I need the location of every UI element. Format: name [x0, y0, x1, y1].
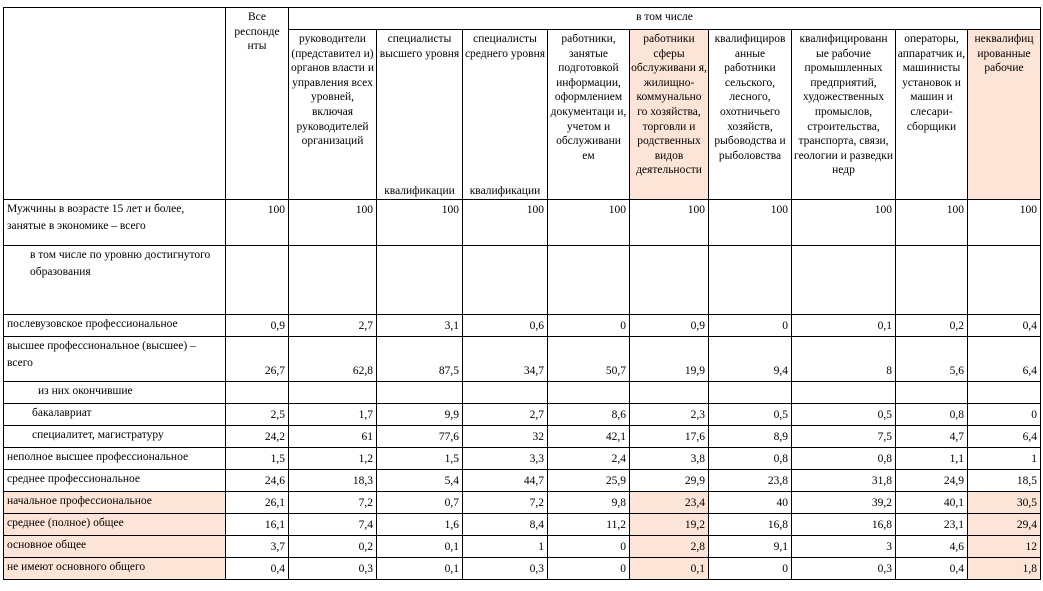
table-cell: 2,8 — [630, 536, 709, 558]
table-cell: 32 — [463, 426, 548, 448]
table-cell: 7,5 — [792, 426, 896, 448]
table-cell: 100 — [968, 200, 1041, 246]
table-cell: 4,7 — [896, 426, 968, 448]
table-row — [4, 470, 1041, 492]
table-row — [4, 337, 1041, 382]
table-cell: 11,2 — [548, 514, 630, 536]
row-label: в том числе по уровню достигнутого образования — [4, 246, 226, 315]
table-cell: 7,4 — [289, 514, 377, 536]
table-cell: 0,1 — [792, 315, 896, 337]
table-cell: 30,5 — [968, 492, 1041, 514]
table-cell: 16,1 — [226, 514, 289, 536]
table-cell: 0,9 — [630, 315, 709, 337]
header-col-mid-specialists-suffix: квалификации — [463, 180, 548, 200]
table-cell: 23,4 — [630, 492, 709, 514]
table-cell: 40,1 — [896, 492, 968, 514]
table-cell: 1 — [968, 448, 1041, 470]
table-cell: 7,2 — [463, 492, 548, 514]
table-cell: 12 — [968, 536, 1041, 558]
table-cell: 29,4 — [968, 514, 1041, 536]
table-cell: 100 — [896, 200, 968, 246]
table-cell: 9,8 — [548, 492, 630, 514]
table-cell: 9,9 — [377, 404, 463, 426]
table-row — [4, 426, 1041, 448]
table-cell: 0,3 — [463, 558, 548, 580]
table-cell: 0 — [548, 315, 630, 337]
row-label: послевузовское профессиональное — [4, 315, 226, 337]
table-cell: 0,1 — [377, 558, 463, 580]
header-col-unskilled: неквалифиц ированные рабочие — [968, 30, 1041, 200]
table-cell: 1,5 — [226, 448, 289, 470]
header-all-respondents: Все респонде нты — [226, 8, 289, 200]
row-label: специалитет, магистратуру — [4, 426, 226, 448]
table-cell — [792, 382, 896, 404]
table-cell: 0 — [709, 315, 792, 337]
table-cell — [289, 246, 377, 315]
table-cell: 87,5 — [377, 337, 463, 382]
table-cell: 61 — [289, 426, 377, 448]
table-cell: 3,8 — [630, 448, 709, 470]
table-cell: 0,1 — [377, 536, 463, 558]
table-cell: 0,9 — [226, 315, 289, 337]
table-cell: 42,1 — [548, 426, 630, 448]
row-label: не имеют основного общего — [4, 558, 226, 580]
table-cell: 3,1 — [377, 315, 463, 337]
row-label: основное общее — [4, 536, 226, 558]
table-cell: 23,8 — [709, 470, 792, 492]
table-cell: 4,6 — [896, 536, 968, 558]
table-cell: 0,3 — [792, 558, 896, 580]
row-label: среднее профессиональное — [4, 470, 226, 492]
table-cell — [896, 382, 968, 404]
table-cell: 1,6 — [377, 514, 463, 536]
table-cell: 2,7 — [289, 315, 377, 337]
table-cell: 0,2 — [289, 536, 377, 558]
table-cell — [968, 246, 1041, 315]
table-cell: 0,4 — [968, 315, 1041, 337]
table-cell: 100 — [709, 200, 792, 246]
table-row — [4, 404, 1041, 426]
row-label: бакалавриат — [4, 404, 226, 426]
table-cell — [463, 246, 548, 315]
table-cell: 5,6 — [896, 337, 968, 382]
header-col-high-specialists-suffix: квалификации — [377, 180, 463, 200]
header-group-label: в том числе — [289, 8, 1041, 30]
header-col-clerks: работники, занятые подготовкой информации, оформлением документаци и, учетом и обслуживани ем — [548, 30, 630, 200]
table-cell: 26,7 — [226, 337, 289, 382]
table-cell: 1,2 — [289, 448, 377, 470]
table-row — [4, 382, 1041, 404]
table-cell: 0,2 — [896, 315, 968, 337]
table-cell: 8,4 — [463, 514, 548, 536]
row-label: неполное высшее профессиональное — [4, 448, 226, 470]
table-cell: 2,3 — [630, 404, 709, 426]
table-cell: 0,4 — [896, 558, 968, 580]
table-cell: 24,2 — [226, 426, 289, 448]
table-cell: 8 — [792, 337, 896, 382]
table-cell — [630, 246, 709, 315]
table-cell — [377, 382, 463, 404]
table-cell: 6,4 — [968, 426, 1041, 448]
table-row — [4, 315, 1041, 337]
table-cell: 19,9 — [630, 337, 709, 382]
table-cell: 23,1 — [896, 514, 968, 536]
header-col-mid-specialists: специалисты среднего уровня — [463, 30, 548, 180]
table-cell — [377, 246, 463, 315]
table-cell — [968, 382, 1041, 404]
table-row — [4, 200, 1041, 246]
table-cell: 0 — [709, 558, 792, 580]
table-cell: 62,8 — [289, 337, 377, 382]
table-cell: 1,7 — [289, 404, 377, 426]
table-cell — [709, 382, 792, 404]
table-row — [4, 536, 1041, 558]
table-cell: 3 — [792, 536, 896, 558]
table-cell: 3,7 — [226, 536, 289, 558]
table-cell — [463, 382, 548, 404]
table-cell: 1,8 — [968, 558, 1041, 580]
table-cell: 34,7 — [463, 337, 548, 382]
table-row — [4, 448, 1041, 470]
table-cell: 2,5 — [226, 404, 289, 426]
table-cell: 0,6 — [463, 315, 548, 337]
table-row — [4, 246, 1041, 315]
table-cell: 100 — [463, 200, 548, 246]
table-cell: 8,9 — [709, 426, 792, 448]
table-cell: 6,4 — [968, 337, 1041, 382]
table-cell: 0,5 — [792, 404, 896, 426]
table-cell: 0 — [968, 404, 1041, 426]
table-cell: 50,7 — [548, 337, 630, 382]
table-cell: 18,5 — [968, 470, 1041, 492]
row-label: из них окончившие — [4, 382, 226, 404]
table-cell: 100 — [548, 200, 630, 246]
table-cell: 9,1 — [709, 536, 792, 558]
table-cell: 18,3 — [289, 470, 377, 492]
row-label: начальное профессиональное — [4, 492, 226, 514]
table-cell: 9,4 — [709, 337, 792, 382]
table-cell: 17,6 — [630, 426, 709, 448]
table-cell: 0,4 — [226, 558, 289, 580]
table-cell: 0,5 — [709, 404, 792, 426]
table-cell: 40 — [709, 492, 792, 514]
table-cell: 100 — [792, 200, 896, 246]
table-cell: 44,7 — [463, 470, 548, 492]
header-col-service-workers: работники сферы обслуживани я, жилищно-коммунально го хозяйства, торговли и родственных видов деятельности — [630, 30, 709, 200]
table-cell: 19,2 — [630, 514, 709, 536]
row-label: среднее (полное) общее — [4, 514, 226, 536]
table-cell: 7,2 — [289, 492, 377, 514]
table-cell: 77,6 — [377, 426, 463, 448]
row-label: Мужчины в возрасте 15 лет и более, занятые в экономике – всего — [4, 200, 226, 246]
table-cell: 1 — [463, 536, 548, 558]
table-cell — [548, 246, 630, 315]
table-cell: 8,6 — [548, 404, 630, 426]
table-cell — [792, 246, 896, 315]
table-cell — [226, 246, 289, 315]
table-cell — [709, 246, 792, 315]
table-cell: 24,6 — [226, 470, 289, 492]
table-cell: 31,8 — [792, 470, 896, 492]
table-cell: 26,1 — [226, 492, 289, 514]
table-cell — [896, 246, 968, 315]
table-cell: 3,3 — [463, 448, 548, 470]
table-cell — [630, 382, 709, 404]
education-statistics-table — [3, 7, 1041, 580]
table-cell: 24,9 — [896, 470, 968, 492]
table-cell: 0,3 — [289, 558, 377, 580]
table-row — [4, 558, 1041, 580]
row-label: высшее профессиональное (высшее) – всего — [4, 337, 226, 382]
table-cell: 39,2 — [792, 492, 896, 514]
table-cell: 0 — [548, 558, 630, 580]
table-cell: 0,8 — [709, 448, 792, 470]
table-cell — [226, 382, 289, 404]
table-cell: 100 — [377, 200, 463, 246]
table-row — [4, 514, 1041, 536]
table-cell: 0,8 — [896, 404, 968, 426]
table-cell: 2,4 — [548, 448, 630, 470]
header-col-managers: руководители (представител и) органов власти и управления всех уровней, включая руководителей организаций — [289, 30, 377, 200]
table-cell: 16,8 — [792, 514, 896, 536]
table-cell: 1,5 — [377, 448, 463, 470]
table-cell: 29,9 — [630, 470, 709, 492]
header-col-agri-workers: квалифициров анные работники сельского, лесного, охотничьего хозяйств, рыбоводства и рыболовства — [709, 30, 792, 200]
table-cell: 100 — [226, 200, 289, 246]
table-cell: 100 — [630, 200, 709, 246]
table-cell: 25,9 — [548, 470, 630, 492]
header-corner-cell — [4, 8, 226, 200]
table-cell: 1,1 — [896, 448, 968, 470]
table-cell: 2,7 — [463, 404, 548, 426]
table-cell: 0,7 — [377, 492, 463, 514]
table-cell: 0,8 — [792, 448, 896, 470]
header-col-industrial-workers: квалифицированн ые рабочие промышленных предприятий, художественных промыслов, строительства, транспорта, связи, геологии и разведки недр — [792, 30, 896, 200]
table-cell: 100 — [289, 200, 377, 246]
table-row — [4, 492, 1041, 514]
table-cell: 5,4 — [377, 470, 463, 492]
header-col-operators: операторы, аппаратчик и, машинисты установок и машин и слесари-сборщики — [896, 30, 968, 200]
table-cell: 0,1 — [630, 558, 709, 580]
header-col-high-specialists: специалисты высшего уровня — [377, 30, 463, 180]
data-table-page — [3, 7, 1041, 580]
table-cell: 16,8 — [709, 514, 792, 536]
table-cell — [289, 382, 377, 404]
table-cell — [548, 382, 630, 404]
table-cell: 0 — [548, 536, 630, 558]
